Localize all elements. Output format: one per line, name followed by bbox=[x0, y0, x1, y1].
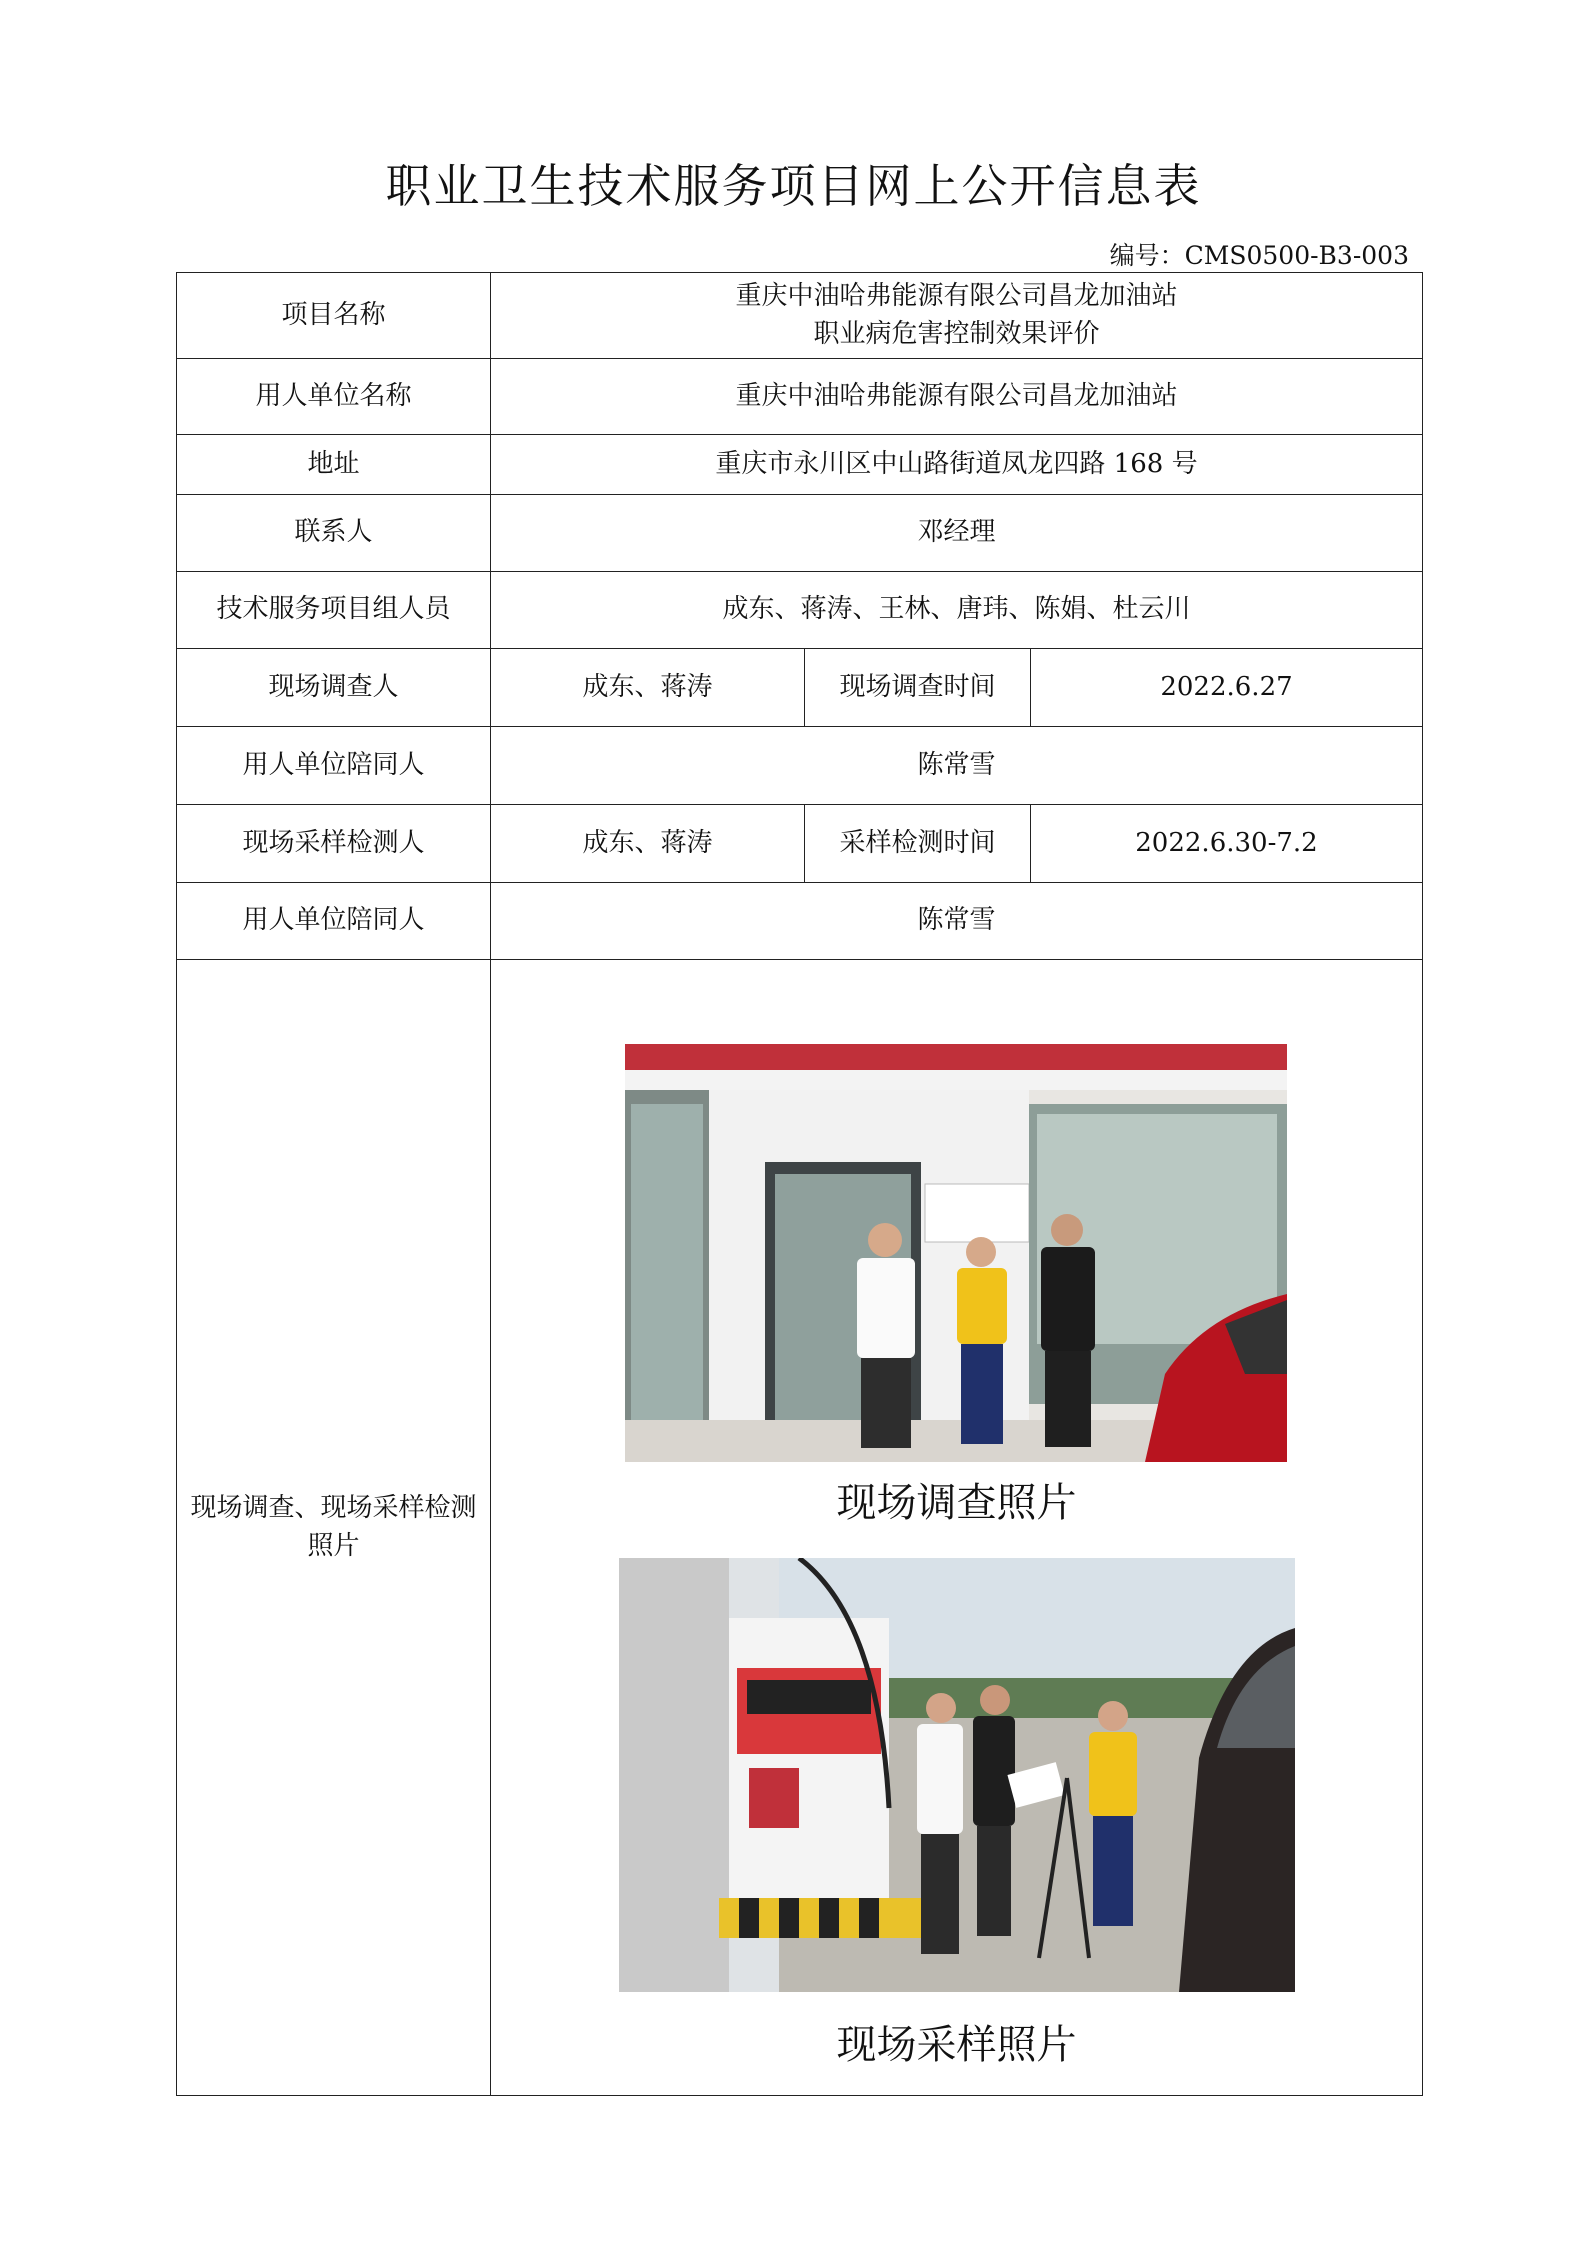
row-contact bbox=[177, 495, 1423, 572]
label-project-name: 项目名称 bbox=[177, 273, 491, 359]
label-team: 技术服务项目组人员 bbox=[177, 572, 491, 649]
sampling-photo-image bbox=[619, 1558, 1295, 1992]
row-team bbox=[177, 572, 1423, 649]
survey-photo bbox=[625, 1044, 1287, 1462]
value-employer: 重庆中油哈弗能源有限公司昌龙加油站 bbox=[491, 359, 1423, 435]
label-employer: 用人单位名称 bbox=[177, 359, 491, 435]
sampling-photo-caption: 现场采样照片 bbox=[836, 2022, 1077, 2068]
page-title: 职业卫生技术服务项目网上公开信息表 bbox=[385, 159, 1202, 213]
label-sampling-time: 采样检测时间 bbox=[805, 805, 1031, 883]
value-survey: 成东、蒋涛 bbox=[491, 649, 805, 727]
row-employer bbox=[177, 359, 1423, 435]
label-escort-1: 用人单位陪同人 bbox=[177, 727, 491, 805]
value-team: 成东、蒋涛、王林、唐玮、陈娟、杜云川 bbox=[491, 572, 1423, 649]
label-photos bbox=[177, 960, 491, 2096]
info-table bbox=[176, 272, 1423, 2096]
value-sampling-time: 2022.6.30-7.2 bbox=[1031, 805, 1423, 883]
label-escort-2: 用人单位陪同人 bbox=[177, 883, 491, 960]
label-survey: 现场调查人 bbox=[177, 649, 491, 727]
row-photos bbox=[177, 960, 1423, 2096]
value-address: 重庆市永川区中山路街道凤龙四路 168 号 bbox=[491, 435, 1423, 495]
survey-photo-caption: 现场调查照片 bbox=[836, 1480, 1077, 1526]
label-contact: 联系人 bbox=[177, 495, 491, 572]
value-sampling: 成东、蒋涛 bbox=[491, 805, 805, 883]
photos-label: 现场调查、现场采样检测照片 bbox=[190, 1492, 477, 1561]
survey-photo-image bbox=[625, 1044, 1287, 1462]
label-address: 地址 bbox=[177, 435, 491, 495]
row-escort-2 bbox=[177, 883, 1423, 960]
row-project-name bbox=[177, 273, 1423, 359]
value-survey-time: 2022.6.27 bbox=[1031, 649, 1423, 727]
row-address bbox=[177, 435, 1423, 495]
label-sampling: 现场采样检测人 bbox=[177, 805, 491, 883]
value-escort-1: 陈常雪 bbox=[491, 727, 1423, 805]
value-escort-2: 陈常雪 bbox=[491, 883, 1423, 960]
project-name-line2: 职业病危害控制效果评价 bbox=[813, 318, 1100, 349]
photos-cell bbox=[491, 960, 1423, 2096]
row-sampling bbox=[177, 805, 1423, 883]
value-project-name bbox=[491, 273, 1423, 359]
document-number: 编号：CMS0500-B3-003 bbox=[1109, 241, 1409, 270]
value-contact: 邓经理 bbox=[491, 495, 1423, 572]
row-survey bbox=[177, 649, 1423, 727]
row-escort-1 bbox=[177, 727, 1423, 805]
label-survey-time: 现场调查时间 bbox=[805, 649, 1031, 727]
sampling-photo bbox=[619, 1558, 1295, 1992]
project-name-line1: 重庆中油哈弗能源有限公司昌龙加油站 bbox=[735, 280, 1178, 311]
